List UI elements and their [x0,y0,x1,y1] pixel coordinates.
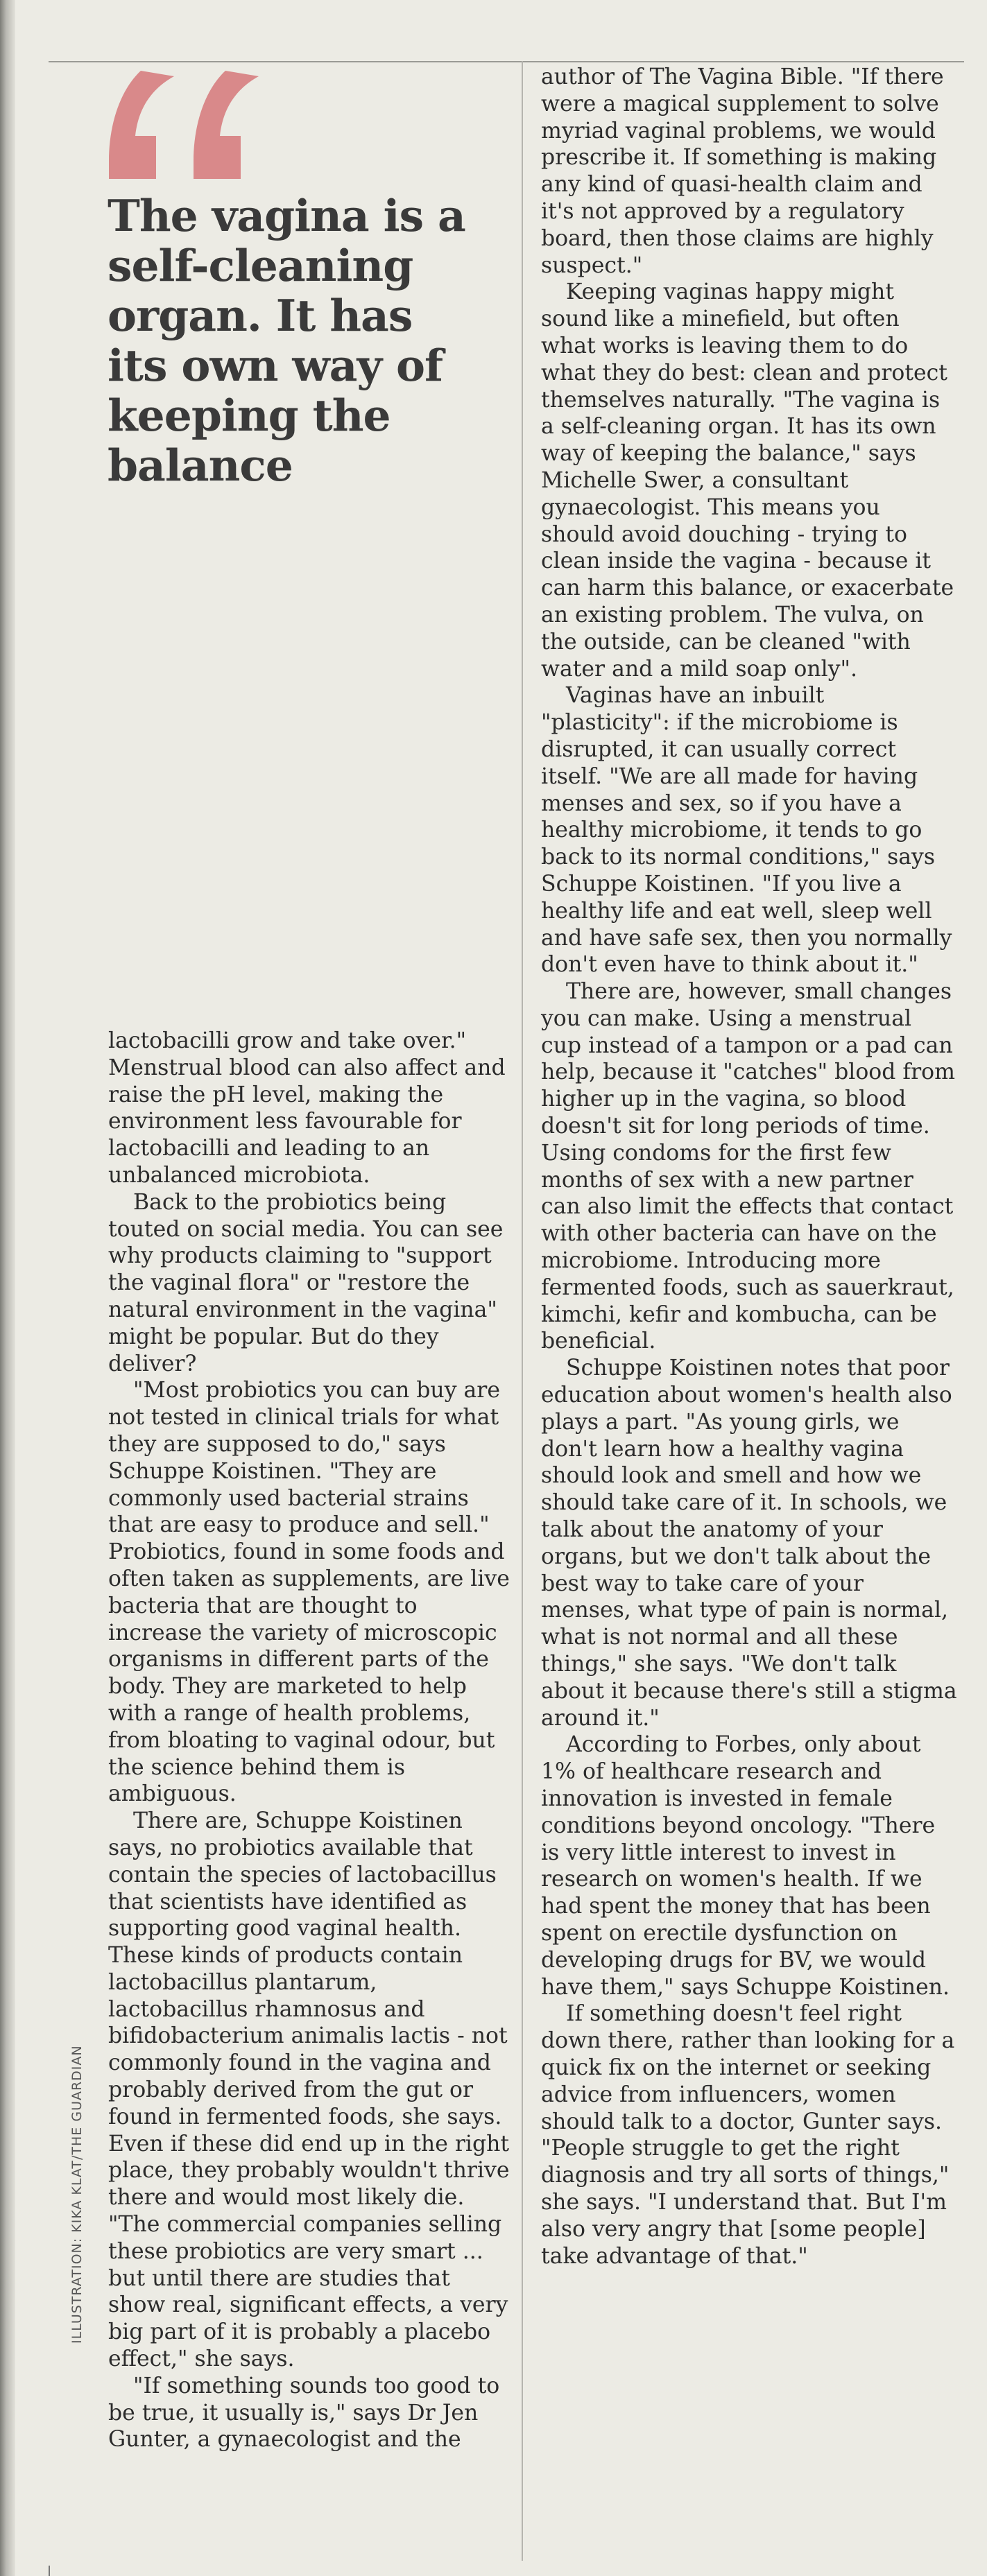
page-fold-shadow [0,0,15,2576]
article-paragraph: Back to the probiotics being touted on social media. You can see why products claiming to "support the vaginal flora" or "restore the natural environment in the vagina" might be popular. But do they deliver? [108,1189,504,1376]
article-paragraph: If something doesn't feel right down there, rather than looking for a quick fix on the internet or seeking advice from influencers, women should talk to a doctor, Gunter says. "People struggle to get the right diagnosis and try all sorts of things," she says. "I understand that. But I'm also very angry that [some people] take advantage of that." [541,2001,955,2269]
article-paragraph: According to Forbes, only about 1% of healthcare research and innovation is invested in female conditions beyond oncology. "There is very little interest to invest in research on women's health. If we had spent the money that has been spent on erectile dysfunction on developing drugs for BV, we would have them," says Schuppe Koistinen. [541,1732,950,2000]
article-paragraph: author of The Vagina Bible. "If there were a magical supplement to solve myriad vaginal problems, we would prescribe it. If something is making any kind of quasi-health claim and it's not approved by a regulatory board, then those claims are highly suspect." [541,64,944,278]
quote-mark-icon [108,69,274,180]
article-column-right [541,64,957,2270]
article-paragraph: Vaginas have an inbuilt "plasticity": if the microbiome is disrupted, it can usually correct itself. "We are all made for having menses and sex, so if you have a healthy microbiome, it tends to go back to its normal conditions," says Schuppe Koistinen. "If you live a healthy life and eat well, sleep well and have safe sex, then you normally don't even have to think about it." [541,683,952,978]
article-paragraph: "Most probiotics you can buy are not tested in clinical trials for what they are supposed to do," says Schuppe Koistinen. "They are commonly used bacterial strains that are easy to produce and sell." Probiotics, found in some foods and often taken as supplements, are live bacteria that are thought to increase the variety of microscopic organisms in different parts of the body. They are marketed to help with a range of health problems, from bloating to vaginal odour, but the science behind them is ambiguous. [108,1378,510,1807]
crop-mark [49,2566,50,2576]
article-paragraph: There are, however, small changes you can make. Using a menstrual cup instead of a tampon or a pad can help, because it "catches" blood from higher up in the vagina, so blood doesn't sit for long periods of time. Using condoms for the first few months of sex with a new partner can also limit the effects that contact with other bacteria can have on the microbiome. Introducing more fermented foods, such as sauerkraut, kimchi, kefir and kombucha, can be beneficial. [541,979,955,1354]
illustration-credit: ILLUSTRATION: KIKA KLAT/THE GUARDIAN [69,2045,85,2344]
column-divider [522,61,523,2561]
article-paragraph: "If something sounds too good to be true, it usually is," says Dr Jen Gunter, a gynaecologist and the [108,2373,500,2453]
article-paragraph: There are, Schuppe Koistinen says, no probiotics available that contain the species of lactobacillus that scientists have identified as supporting good vaginal health. These kinds of products contain lactobacillus plantarum, lactobacillus rhamnosus and bifidobacterium animalis lactis - not commonly found in the vagina and probably derived from the gut or found in fermented foods, she says. Even if these did end up in the right place, they probably wouldn't thrive there and would most likely die. "The commercial companies selling these probiotics are very smart ... but until there are studies that show real, significant effects, a very big part of it is probably a placebo effect," she says. [108,1808,510,2372]
pull-quote: The vagina is a self-cleaning organ. It has its own way of keeping the balance [108,190,465,491]
top-rule [49,61,964,62]
article-paragraph: lactobacilli grow and take over." Menstrual blood can also affect and raise the pH level, making the environment less favourable for lactobacilli and leading to an unbalanced microbiota. [108,1028,506,1188]
article-column-left [108,1028,514,2453]
article-paragraph: Schuppe Koistinen notes that poor education about women's health also plays a part. "As young girls, we don't learn how a healthy vagina should look and smell and how we should take care of it. In schools, we talk about the anatomy of your organs, but we don't talk about the best way to take care of your menses, what type of pain is normal, what is not normal and all these things," she says. "We don't talk about it because there's still a stigma around it." [541,1356,957,1731]
article-paragraph: Keeping vaginas happy might sound like a minefield, but often what works is leaving them to do what they do best: clean and protect themselves naturally. "The vagina is a self-cleaning organ. It has its own way of keeping the balance," says Michelle Swer, a consultant gynaecologist. This means you should avoid douching - trying to clean inside the vagina - because it can harm this balance, or exacerbate an existing problem. The vulva, on the outside, can be cleaned "with water and a mild soap only". [541,279,954,682]
